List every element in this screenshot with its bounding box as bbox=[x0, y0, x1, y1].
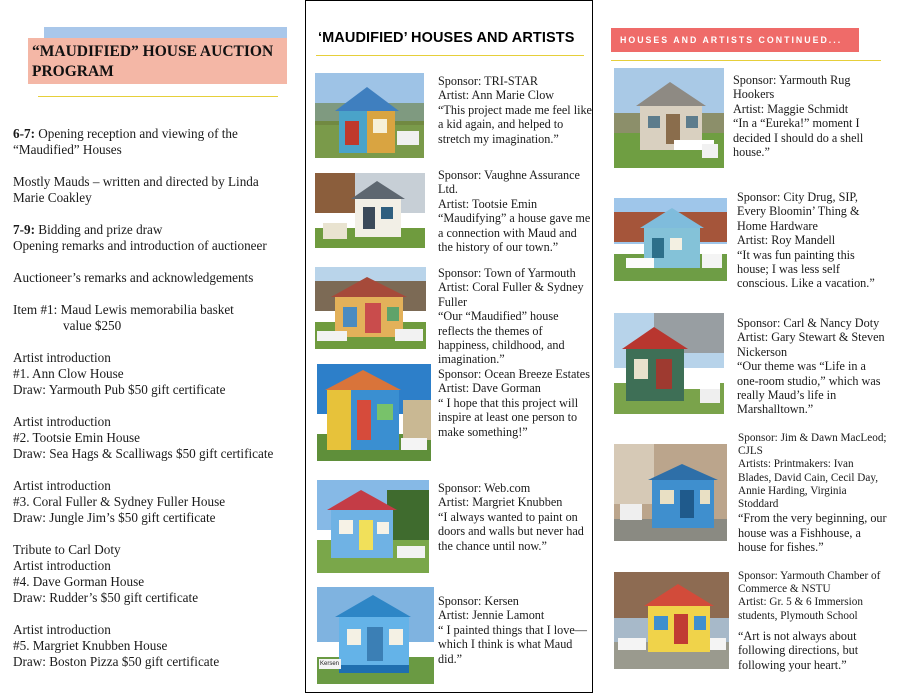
quote: “Art is not always about following directions, but following your heart.” bbox=[738, 628, 859, 672]
artist: Artist: Maggie Schmidt bbox=[733, 101, 849, 116]
program-title-line2: PROGRAM bbox=[32, 63, 114, 80]
opening-remarks: Opening remarks and introduction of auctioneer bbox=[13, 238, 267, 253]
artist: Artist: Gary Stewart & Steven Nickerson bbox=[737, 330, 885, 359]
sponsor: Sponsor: Carl & Nancy Doty bbox=[737, 316, 880, 330]
house-photo bbox=[614, 572, 729, 669]
quote: “In a “Eureka!” moment I decided I should do a shell house.” bbox=[733, 116, 864, 160]
entry-text bbox=[733, 73, 885, 159]
artist: Artist: Margriet Knubben bbox=[438, 495, 563, 510]
program-title-line1: “MAUDIFIED” HOUSE AUCTION bbox=[32, 43, 274, 60]
house-photo bbox=[614, 444, 727, 541]
decorative-top-bar bbox=[44, 27, 287, 38]
program-title bbox=[28, 38, 287, 84]
artist: Artists: Printmakers: Ivan Blades, David Cain, Cecil Day, Annie Harding, Virginia Stoddard bbox=[738, 458, 879, 511]
quote: “Maudifying” a house gave me a connection with Maud and the history of our town.” bbox=[438, 211, 591, 255]
continued-banner: HOUSES AND ARTISTS CONTINUED... bbox=[611, 28, 859, 52]
house-photo bbox=[315, 173, 425, 248]
house-photo bbox=[614, 198, 727, 281]
house-1: #1. Ann Clow House bbox=[13, 366, 124, 381]
artist-intro: Artist introduction bbox=[13, 558, 111, 573]
divider bbox=[38, 96, 278, 97]
sponsor: Sponsor: Yarmouth Chamber of Commerce & NSTU bbox=[738, 570, 881, 596]
entry-text bbox=[737, 316, 889, 417]
artist: Artist: Roy Mandell bbox=[737, 233, 836, 248]
item1-line2: value $250 bbox=[63, 318, 122, 333]
opening-line: 6-7: Opening reception and viewing of the “Maudified” Houses bbox=[13, 126, 238, 157]
sponsor: Sponsor: TRI-STAR bbox=[438, 74, 539, 88]
sponsor: Sponsor: Web.com bbox=[438, 481, 531, 495]
house-photo bbox=[614, 68, 724, 168]
tribute: Tribute to Carl Doty bbox=[13, 542, 121, 557]
quote: “I always wanted to paint on doors and walls but never had the chance until now.” bbox=[438, 509, 584, 553]
house-photo bbox=[317, 364, 431, 461]
artist: Artist: Gr. 5 & 6 Immersion students, Plymouth School bbox=[738, 596, 863, 622]
artist-intro: Artist introduction bbox=[13, 478, 111, 493]
house-2: #2. Tootsie Emin House bbox=[13, 430, 141, 445]
house-3: #3. Coral Fuller & Sydney Fuller House bbox=[13, 494, 226, 509]
entry-text bbox=[738, 432, 888, 554]
entry-text bbox=[737, 190, 887, 291]
artist: Artist: Jennie Lamont bbox=[438, 608, 545, 623]
column2-title: ‘MAUDIFIED’ HOUSES AND ARTISTS bbox=[318, 30, 575, 46]
house-photo bbox=[315, 267, 426, 349]
house-photo bbox=[317, 480, 429, 573]
house-photo bbox=[614, 313, 724, 414]
entry-text bbox=[438, 266, 594, 367]
artist: Artist: Ann Marie Clow bbox=[438, 88, 555, 103]
photo-sign-label: Kersen bbox=[320, 661, 340, 667]
entry-text bbox=[438, 594, 593, 666]
bidding-line: 7-9: Bidding and prize draw bbox=[13, 222, 163, 237]
artist: Artist: Dave Gorman bbox=[438, 381, 541, 396]
quote: “From the very beginning, our house was a Fishhouse, a house for fishes.” bbox=[738, 511, 887, 555]
quote: “Our “Maudified” house reflects the themes of happiness, childhood, and imagination.” bbox=[438, 309, 565, 367]
quote: “It was fun painting this house; I was less self conscious. Like a vacation.” bbox=[737, 247, 875, 291]
sponsor: Sponsor: Jim & Dawn MacLeod; CJLS bbox=[738, 432, 887, 458]
mostly-mauds: Mostly Mauds – written and directed by Linda Marie Coakley bbox=[13, 174, 259, 205]
divider bbox=[316, 55, 584, 56]
entry-text bbox=[438, 367, 593, 439]
artist-intro: Artist introduction bbox=[13, 622, 111, 637]
draw-4: Draw: Rudder’s $50 gift certificate bbox=[13, 590, 199, 605]
sponsor: Sponsor: Yarmouth Rug Hookers bbox=[733, 73, 851, 102]
house-5: #5. Margriet Knubben House bbox=[13, 638, 168, 653]
quote: “ I painted things that I love—which I think is what Maud did.” bbox=[438, 622, 587, 666]
sponsor: Sponsor: Town of Yarmouth bbox=[438, 266, 576, 280]
house-photo bbox=[317, 587, 434, 684]
quote: “This project made me feel like a kid again, and helped to stretch my imagination.” bbox=[438, 102, 592, 146]
artist-intro: Artist introduction bbox=[13, 350, 111, 365]
entry-text bbox=[438, 74, 593, 146]
house-photo bbox=[315, 73, 424, 158]
entry-text bbox=[738, 570, 888, 672]
program-schedule bbox=[13, 126, 293, 670]
sponsor: Sponsor: City Drug, SIP, Every Bloomin’ Thing & Home Hardware bbox=[737, 190, 860, 233]
sponsor: Sponsor: Ocean Breeze Estates bbox=[438, 367, 590, 381]
draw-3: Draw: Jungle Jim’s $50 gift certificate bbox=[13, 510, 216, 525]
quote: “Our theme was “Life in a one-room studio,” which was really Maud’s life in Marshalltown.” bbox=[737, 359, 881, 417]
quote: “ I hope that this project will inspire at least one person to make something!” bbox=[438, 395, 579, 439]
house-4: #4. Dave Gorman House bbox=[13, 574, 145, 589]
artist: Artist: Tootsie Emin bbox=[438, 196, 538, 211]
sponsor: Sponsor: Vaughne Assurance Ltd. bbox=[438, 168, 580, 197]
entry-text bbox=[438, 481, 593, 553]
sponsor: Sponsor: Kersen bbox=[438, 594, 519, 608]
draw-1: Draw: Yarmouth Pub $50 gift certificate bbox=[13, 382, 226, 397]
artist-intro: Artist introduction bbox=[13, 414, 111, 429]
artist: Artist: Coral Fuller & Sydney Fuller bbox=[438, 280, 584, 309]
auctioneer-remarks: Auctioneer’s remarks and acknowledgements bbox=[13, 270, 254, 285]
draw-2: Draw: Sea Hags & Scalliwags $50 gift certificate bbox=[13, 446, 274, 461]
entry-text bbox=[438, 168, 593, 254]
draw-5: Draw: Boston Pizza $50 gift certificate bbox=[13, 654, 220, 669]
item1-line1: Item #1: Maud Lewis memorabilia basket bbox=[13, 302, 234, 317]
divider bbox=[611, 60, 881, 61]
